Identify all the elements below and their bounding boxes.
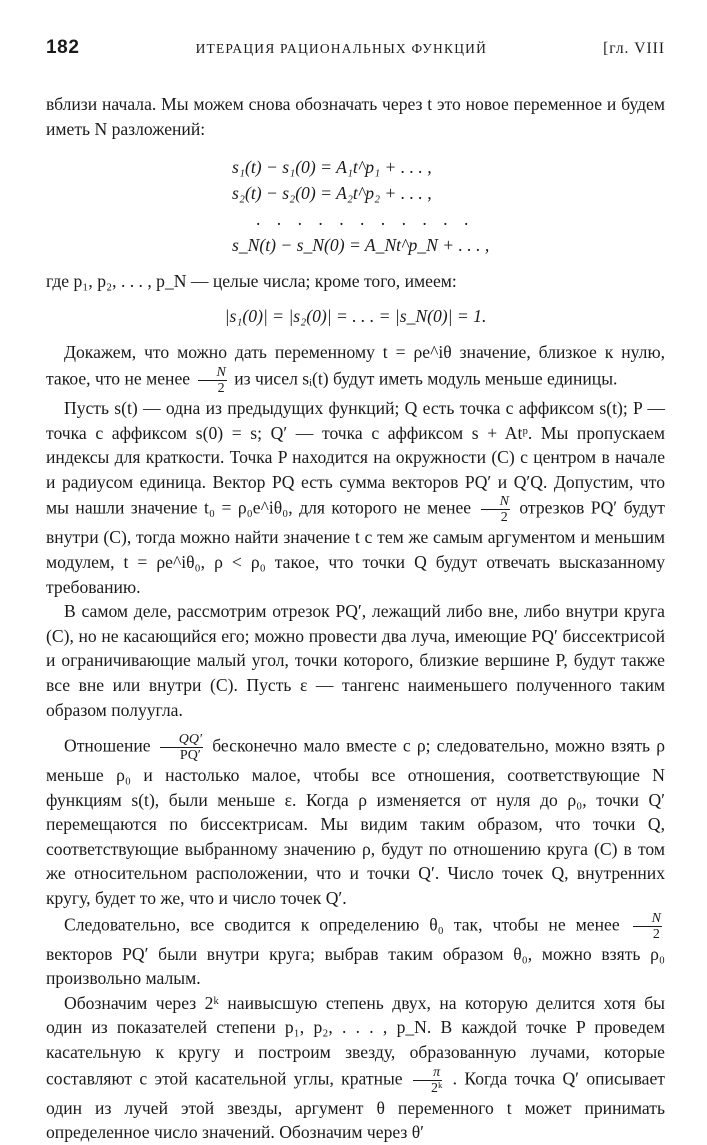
paragraph-4 <box>46 396 665 599</box>
running-header <box>46 36 665 66</box>
fraction-numerator: N <box>633 911 662 927</box>
paragraph-1: вблизи начала. Мы можем снова обозначать через t это новое переменное и будем иметь N разложений: <box>46 94 665 139</box>
paragraph-2: где p₁, p₂, . . . , p_N — целые числа; кроме того, имеем: <box>46 271 457 292</box>
fraction-qq-over-pq <box>160 732 203 763</box>
paragraph-3-text-b: из чисел sᵢ(t) будут иметь модуль меньше единицы. <box>234 368 618 389</box>
fraction-numerator: QQ′ <box>160 732 203 748</box>
paragraph-6 <box>46 732 665 911</box>
fraction-denominator: 2 <box>217 380 225 396</box>
equation-dots: . . . . . . . . . . . <box>256 209 475 230</box>
paragraph-3-text-a: Докажем, что можно дать переменному t = ρe^iθ значение, близкое к нулю, такое, что не менее <box>46 342 665 389</box>
paragraph-3 <box>46 340 665 396</box>
equation-n: s_N(t) − s_N(0) = A_Nt^p_N + . . . , <box>232 235 490 256</box>
paragraph-5: В самом деле, рассмотрим отрезок PQ′, лежащий либо вне, либо внутри круга (C), но не касающийся его; можно провести два луча, имеющие PQ′ биссектрисой и ограничивающие малый угол, точки которого, близкие вершине P, будут также все вне или внутри (C). Пусть ε — тангенс наименьшего полученного таким образом полуугла. <box>46 601 665 720</box>
moduli-equation: |s₁(0)| = |s₂(0)| = . . . = |s_N(0)| = 1. <box>224 305 487 326</box>
fraction-denominator: 2ᵏ <box>430 1080 443 1096</box>
fraction-n-over-2 <box>198 365 227 396</box>
page-number: 182 <box>46 37 80 58</box>
paragraph-8-text-b: . Когда точка Q′ описывает один из лучей этой звезды, аргумент θ переменного t может принимать определенное число значений. Обозначим через θ′ <box>46 1068 665 1143</box>
paragraph-6-text-a: Отношение <box>64 735 151 756</box>
fraction-numerator: π <box>413 1065 442 1081</box>
fraction-denominator: PQ′ <box>179 748 201 764</box>
fraction-numerator: N <box>198 365 227 381</box>
fraction-n-over-2 <box>481 494 510 525</box>
running-title: ИТЕРАЦИЯ РАЦИОНАЛЬНЫХ ФУНКЦИЙ <box>195 41 488 56</box>
paragraph-4-text-a: Пусть s(t) — одна из предыдущих функций; Q есть точка с аффиксом s(t); P — точка с аффиксом s(0) = s; Q′ — точка с аффиксом s + Atᵖ. Мы пропускаем индексы для краткости. Точка P находится на окружности (C) с центром в начале и радиусом единица. Вектор PQ есть сумма векторов PQ′ и Q′Q. Допустим, что мы нашли значение t₀ = ρ₀e^iθ₀, для которого не менее <box>46 397 665 518</box>
expansion-equations <box>232 155 490 259</box>
equation-2: s₂(t) − s₂(0) = A₂t^p₂ + . . . , <box>232 183 432 204</box>
fraction-numerator: N <box>481 494 510 510</box>
fraction-denominator: 2 <box>500 510 508 526</box>
chapter-label: [гл. VIII <box>603 40 665 57</box>
paragraph-8 <box>46 991 665 1145</box>
fraction-pi-over-2k <box>413 1065 442 1096</box>
equation-1: s₁(t) − s₁(0) = A₁t^p₁ + . . . , <box>232 157 432 178</box>
paragraph-6-text-b: бесконечно мало вместе с ρ; следовательно, можно взять ρ меньше ρ₀ и настолько малое, чтобы все отношения, соответствующие N функциям s(t), были меньше ε. Когда ρ изменяется от нуля до ρ₀, точки Q′ перемещаются по биссектрисам. Мы видим таким образом, что точки Q, соответствующие выбранному значению ρ, будут по отношению круга (C) в том же относительном расположении, что и точки Q′. Число точек Q, внутренних кругу, будет то же, что и число точек Q′. <box>46 735 665 909</box>
paragraph-4-text-b: отрезков PQ′ будут внутри (C), тогда можно найти значение t с тем же самым аргументом и меньшим модулем, t = ρe^iθ₀, ρ < ρ₀ такое, что точки Q будут отвечать высказанному требованию. <box>46 497 665 597</box>
paragraph-7-text-a: Следовательно, все сводится к определению θ₀ так, чтобы не менее <box>64 914 620 935</box>
paragraph-8-text-a: Обозначим через 2ᵏ наивысшую степень двух, на которую делится хотя бы один из показателей степени p₁, p₂, . . . , p_N. В каждой точке P проведем касательную к кругу и построим звезду, образованную лучами, которые составляют с этой касательной углы, кратные <box>46 992 665 1089</box>
paragraph-7-text-b: векторов PQ′ были внутри круга; выбрав таким образом θ₀, можно взять ρ₀ произвольно малым. <box>46 943 665 989</box>
fraction-denominator: 2 <box>652 926 660 942</box>
fraction-n-over-2 <box>633 911 662 942</box>
paragraph-7 <box>46 911 665 991</box>
